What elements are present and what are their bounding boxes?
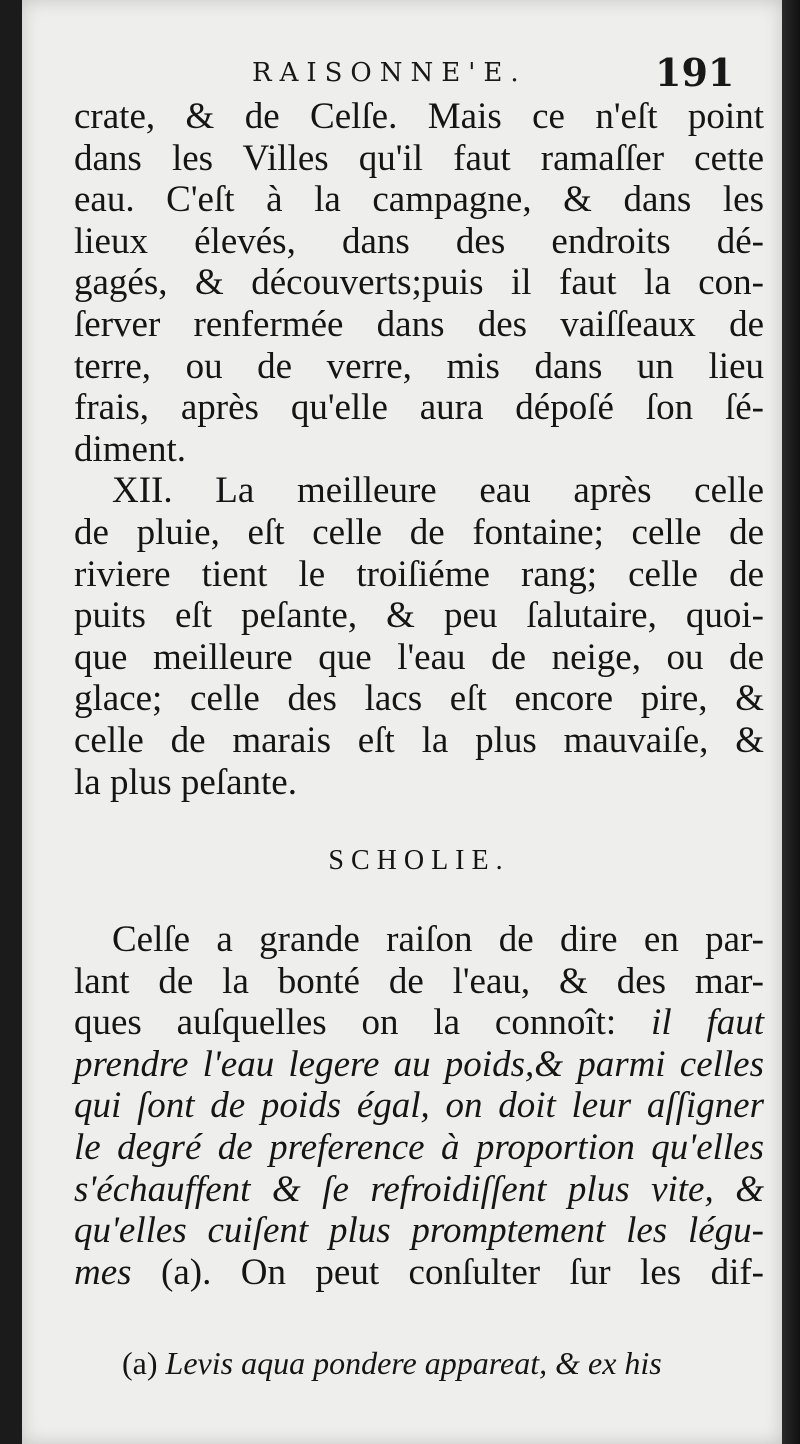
text-line: terre, ou de verre, mis dans un lieu (74, 345, 764, 387)
footnote-text: Levis aqua pondere appareat, & ex his (165, 1345, 662, 1381)
paragraph-scholie (74, 919, 764, 1293)
text-line: lieux élevés, dans des endroits dé- (74, 220, 764, 262)
footnote (122, 1345, 762, 1382)
text-line: puits eſt peſante, & peu ſalutaire, quoi- (74, 595, 764, 637)
text-segment: (a). On peut conſulter ſur les dif- (161, 1251, 765, 1293)
paragraph-continuation (74, 96, 764, 470)
text-line: glace; celle des lacs eſt encore pire, & (74, 678, 764, 720)
italic-line: qu'elles cuiſent plus promptement les légu- (74, 1210, 764, 1252)
text-line: Celſe a grande raiſon de dire en par- (112, 919, 764, 961)
italic-line: le degré de preference à proportion qu'elles (74, 1127, 764, 1169)
text-line (74, 1002, 764, 1044)
text-line: dans les Villes qu'il faut ramaſſer cette (74, 137, 764, 179)
italic-line: prendre l'eau legere au poids,& parmi celles (74, 1043, 764, 1085)
running-head: RAISONNE'E. (252, 58, 527, 88)
text-line: XII. La meilleure eau après celle (112, 470, 764, 512)
text-line: crate, & de Celſe. Mais ce n'eſt point (74, 96, 764, 137)
book-page (22, 0, 782, 1444)
italic-line: s'échauffent & ſe refroidiſſent plus vite, & (74, 1168, 764, 1210)
text-line: lant de la bonté de l'eau, & des mar- (74, 960, 764, 1002)
text-line (74, 1252, 764, 1294)
italic-line: qui ſont de poids égal, on doit leur aſſigner (74, 1085, 764, 1127)
page-number: 191 (655, 50, 735, 95)
text-line: riviere tient le troiſiéme rang; celle de (74, 553, 764, 595)
text-line: la plus peſante. (74, 761, 297, 803)
text-line: de pluie, eſt celle de fontaine; celle de (74, 511, 764, 553)
page-header (22, 50, 782, 100)
text-line: frais, après qu'elle aura dépoſé ſon ſé- (74, 387, 764, 429)
text-line: diment. (74, 428, 187, 470)
text-line: eau. C'eſt à la campagne, & dans les (74, 179, 764, 221)
text-line: celle de marais eſt la plus mauvaiſe, & (74, 719, 764, 761)
text-line: gagés, & découverts;puis il faut la con- (74, 262, 764, 304)
section-heading: SCHOLIE. (328, 845, 510, 877)
paragraph-xii (74, 470, 764, 803)
scan-edge (782, 0, 800, 1444)
text-segment: ques auſquelles on la connoît: (74, 1002, 617, 1044)
page-body (74, 96, 764, 1293)
italic-segment: il faut (651, 1002, 765, 1044)
footnote-mark: (a) (122, 1345, 158, 1381)
text-line: ſerver renfermée dans des vaiſſeaux de (74, 303, 764, 345)
text-line: que meilleure que l'eau de neige, ou de (74, 636, 764, 678)
italic-segment: mes (74, 1251, 132, 1293)
